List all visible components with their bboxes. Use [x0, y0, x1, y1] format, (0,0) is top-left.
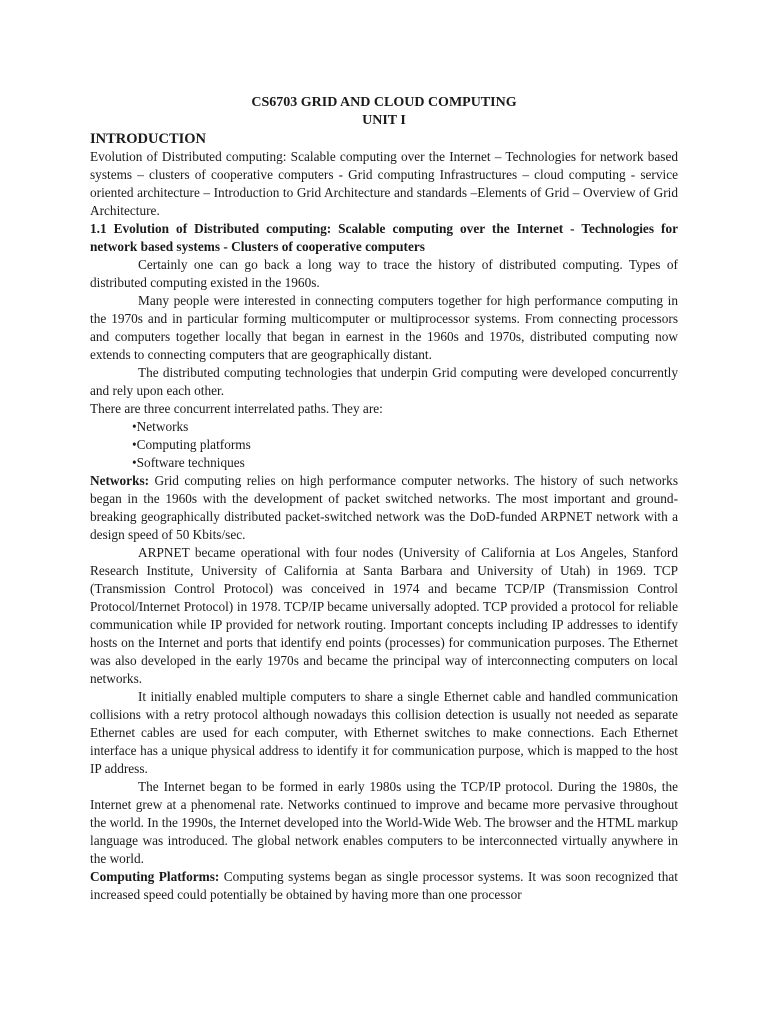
bullet-list — [90, 418, 678, 472]
subsection-heading: 1.1 Evolution of Distributed computing: Scalable computing over the Internet - Technologies for network based systems - Clusters of cooperative computers — [90, 221, 678, 254]
unit-title: UNIT I — [362, 113, 406, 128]
list-item: • Networks — [132, 418, 678, 436]
document-title: CS6703 GRID AND CLOUD COMPUTING — [251, 95, 517, 110]
networks-label: Networks: — [90, 473, 150, 488]
paragraph: ARPNET became operational with four nodes (University of California at Los Angeles, Stanford Research Institute, University of California at Santa Barbara and University of Utah) in 1969. TCP (Transmission Control Protocol) was conceived in 1974 and became TCP/IP (Transmission Control Protocol/Internet Protocol) in 1978. TCP/IP became universally adopted. TCP provided a protocol for reliable communication while IP provided for network routing. Important concepts including IP addresses to identify hosts on the Internet and ports that identify end points (processes) for communication purposes. The Ethernet was also developed in the early 1970s and became the principal way of interconnecting computers on local networks. — [90, 545, 678, 686]
computing-label: Computing Platforms: — [90, 869, 220, 884]
paths-intro: There are three concurrent interrelated paths. They are: — [90, 401, 383, 416]
paragraph: Many people were interested in connecting computers together for high performance computing in the 1970s and in particular forming multicomputer or multiprocessor systems. From connecting processors and computers together locally that began in earnest in the 1960s and 1970s, distributed computing now extends to connecting computers that are geographically distant. — [90, 293, 678, 362]
paragraph: Certainly one can go back a long way to trace the history of distributed computing. Types of distributed computing existed in the 1960s. — [90, 257, 678, 290]
paragraph: The Internet began to be formed in early 1980s using the TCP/IP protocol. During the 1980s, the Internet grew at a phenomenal rate. Networks continued to improve and became more pervasive throughout the world. In the 1990s, the Internet developed into the World-Wide Web. The browser and the HTML markup language was introduced. The global network enables computers to be interconnected virtually anywhere in the world. — [90, 779, 678, 866]
networks-paragraph — [90, 472, 678, 544]
paragraph: It initially enabled multiple computers to share a single Ethernet cable and handled communication collisions with a retry protocol although nowadays this collision detection is usually not needed as separate Ethernet cables are used for each computer, with Ethernet switches to make connections. Each Ethernet interface has a unique physical address to identify it for communication purpose, which is mapped to the host IP address. — [90, 689, 678, 776]
networks-text: Grid computing relies on high performance computer networks. The history of such networks began in the 1960s with the development of packet switched networks. The most important and ground-breaking geographically distributed packet-switched network was the DoD-funded ARPNET network with a design speed of 50 Kbits/sec. — [90, 473, 678, 542]
list-item: • Software techniques — [132, 454, 678, 472]
list-item: • Computing platforms — [132, 436, 678, 454]
paragraph: The distributed computing technologies that underpin Grid computing were developed concurrently and rely upon each other. — [90, 365, 678, 398]
computing-text: Computing systems began as single processor systems. It was soon recognized that increased speed could potentially be obtained by having more than one processor — [90, 869, 678, 902]
section-heading: INTRODUCTION — [90, 131, 207, 147]
intro-paragraph: Evolution of Distributed computing: Scalable computing over the Internet – Technologies for network based systems – clusters of cooperative computers - Grid computing Infrastructures – cloud computing - service oriented architecture – Introduction to Grid Architecture and standards –Elements of Grid – Overview of Grid Architecture. — [90, 149, 678, 218]
computing-paragraph — [90, 868, 678, 904]
